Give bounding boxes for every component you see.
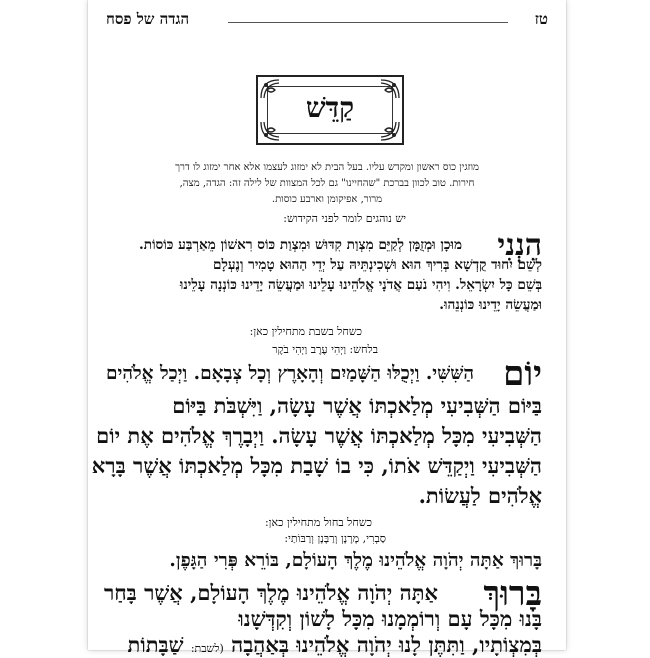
section-title: קַדֵּשׁ: [305, 91, 355, 124]
hineni-line: לְשֵׁם יִחוּד קֻדְשָׁא בְּרִיךְ הוּא וּשְׁכִינְתֵּיהּ עַל יְדֵי הַהוּא טָמִיר וְנֶעְלָם: [213, 257, 542, 273]
section-title-frame: [256, 75, 404, 145]
instruction-line: מוזגין כוס ראשון ומקדש עליו. בעל הבית לא ימזוג לעצמו אלא אחר ימזוג לו דרך: [175, 162, 479, 173]
weekday-intro: כשחל בחול מתחילין כאן:: [264, 516, 372, 529]
vayechulu-first-word: יוֹם: [503, 354, 542, 394]
savri-line: סַבְרִי, מָרָנָן וְרַבָּנָן וְרַבּוֹתַי:: [284, 532, 386, 545]
vayechulu-line: הַשְּׁבִיעִי וַיְקַדֵּשׁ אֹתוֹ, כִּי בוֹ שָׁבַת מִכָּל מְלַאכְתּוֹ אֲשֶׁר בָּרָא: [91, 453, 542, 478]
custom-note: יש נוהגים לומר לפני הקידוש:: [283, 212, 406, 225]
asher-bachar-line3-end: שַׁבָּתוֹת: [127, 632, 184, 657]
running-header: [106, 10, 548, 36]
book-page: [88, 0, 566, 657]
hineni-first-word: הִנְנִי: [497, 228, 542, 263]
vayechulu-line: אֱלֹהִים לַעֲשׂוֹת.: [418, 483, 542, 508]
book-title: הגדה של פסח: [106, 10, 190, 28]
page-number: טז: [534, 10, 548, 28]
hineni-line: בְּשֵׁם כָּל יִשְׂרָאֵל. וִיהִי נֹעַם אֲדֹנָי אֱלֹהֵינוּ עָלֵינוּ וּמַעֲשֵׂה יָדֵינוּ כּוֹנְנָה עָלֵינוּ: [179, 277, 542, 293]
shabbat-parenthetical: (לשבת:: [190, 642, 224, 655]
header-rule: [228, 22, 508, 23]
hagafen-blessing: בָּרוּךְ אַתָּה יְהֹוָה אֱלֹהֵינוּ מֶלֶךְ הָעוֹלָם, בּוֹרֵא פְּרִי הַגָּפֶן.: [169, 550, 542, 571]
instruction-line: חירות. טוב לכוון בברכת "שהחיינו" גם לכל המצוות של לילה זה: הגדה, מצה,: [179, 178, 475, 189]
whisper-note: בלחש: וַיְהִי עֶרֶב וַיְהִי בֹקֶר: [272, 343, 378, 356]
instruction-line: מרור, אפיקומן וארבע כוסות.: [271, 194, 383, 205]
vayechulu-line: בַּיּוֹם הַשְּׁבִיעִי מְלַאכְתּוֹ אֲשֶׁר עָשָׂה, וַיִּשְׁבֹּת בַּיּוֹם: [172, 393, 542, 418]
asher-bachar-first-word: בָּרוּךְ: [483, 574, 542, 614]
hineni-line: מוּכָן וּמְזֻמָּן לְקַיֵּם מִצְוַת קִדּוּשׁ וּמִצְוַת כּוֹס רִאשׁוֹן מֵאַרְבַּע כּוֹסוֹת.: [139, 237, 462, 253]
asher-bachar-line3-main: בְּמִצְוֹתָיו, וַתִּתֶּן לָנוּ יְהֹוָה אֱלֹהֵינוּ בְּאַהֲבָה: [231, 632, 542, 657]
asher-bachar-line: אַתָּה יְהֹוָה אֱלֹהֵינוּ מֶלֶךְ הָעוֹלָם, אֲשֶׁר בָּחַר: [103, 580, 438, 605]
hineni-line: וּמַעֲשֵׂה יָדֵינוּ כּוֹנְנֵהוּ.: [439, 297, 542, 313]
vayechulu-line: הַשִּׁשִּׁי. וַיְכֻלּוּ הַשָּׁמַיִם וְהָאָרֶץ וְכָל צְבָאָם. וַיְכַל אֱלֹהִים: [105, 363, 474, 384]
vayechulu-line: הַשְּׁבִיעִי מִכָּל מְלַאכְתּוֹ אֲשֶׁר עָשָׂה. וַיְבָרֶךְ אֱלֹהִים אֶת יוֹם: [96, 423, 542, 448]
asher-bachar-line: בָּנוּ מִכָּל עָם וְרוֹמְמָנוּ מִכָּל לָשׁוֹן וְקִדְּשָׁנוּ: [238, 606, 542, 631]
shabbat-intro: כשחל בשבת מתחילין כאן:: [249, 325, 362, 338]
asher-bachar-line: [128, 632, 542, 658]
